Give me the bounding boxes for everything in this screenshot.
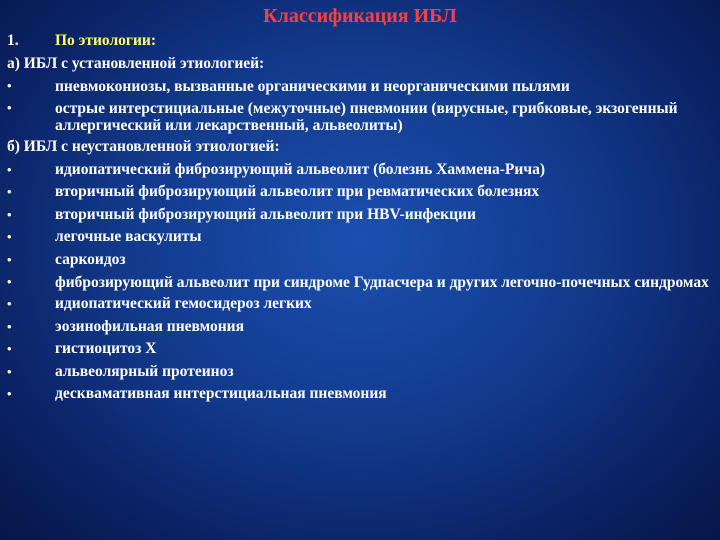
list-item-text: острые интерстициальные (межуточные) пневмонии (вирусные, грибковые, экзогенный аллергический или лекарственный, альвеолиты) [55,100,678,134]
bullet-icon: • [7,363,12,379]
list-item [7,293,713,316]
bullet-icon: • [7,341,12,356]
section-heading [7,30,713,53]
list-item-text: гистиоцитоз Х [55,340,157,357]
bullet-icon: • [7,296,12,311]
list-item-text: идиопатический фиброзирующий альвеолит (болезнь Хаммена-Рича) [55,160,545,178]
bullet-icon: • [7,386,12,401]
list-item [7,159,713,182]
list-item-text: альвеолярный протеиноз [55,362,234,380]
list-item [7,316,713,339]
group-b-heading-text: б) ИБЛ с неустановленной этиологией: [7,138,280,155]
list-item [7,383,713,406]
slide-title: Классификация ИБЛ [263,5,457,27]
list-item-text: легочные васкулиты [55,228,202,245]
list-item [7,271,713,293]
bullet-icon: • [7,184,12,199]
bullet-icon: • [7,318,12,334]
list-item-text: пневмокониозы, вызванные органическими и неорганическими пылями [55,78,570,95]
list-item-text: саркоидоз [55,250,126,268]
section-number: 1. [7,32,19,49]
list-item [7,204,713,227]
group-a-heading [7,53,713,76]
list-item [7,226,713,249]
bullet-icon: • [7,78,12,93]
list-item [7,75,713,97]
list-item [7,97,713,136]
list-item-text: эозинофильная пневмония [55,317,244,335]
slide-content [7,30,713,406]
bullet-icon: • [7,206,12,222]
bullet-icon: • [7,251,12,267]
list-item-text: идиопатический гемосидероз легких [55,295,312,312]
list-item [7,338,713,361]
group-b-heading [7,136,713,159]
list-item [7,249,713,272]
list-item [7,361,713,384]
bullet-icon: • [7,229,12,244]
list-item-text: фиброзирующий альвеолит при синдроме Гудпасчера и других легочно-почечных синдромах [55,274,709,291]
list-item-text: вторичный фиброзирующий альвеолит при HBV-инфекции [55,205,476,223]
section-label: По этиологии: [55,32,156,49]
list-item-text: вторичный фиброзирующий альвеолит при ревматических болезнях [55,183,540,200]
bullet-icon: • [7,274,12,289]
list-item-text: десквамативная интерстициальная пневмония [55,385,387,402]
group-a-heading-text: а) ИБЛ с установленной этиологией: [7,54,265,72]
bullet-icon: • [7,100,12,115]
list-item [7,181,713,204]
bullet-icon: • [7,161,12,177]
